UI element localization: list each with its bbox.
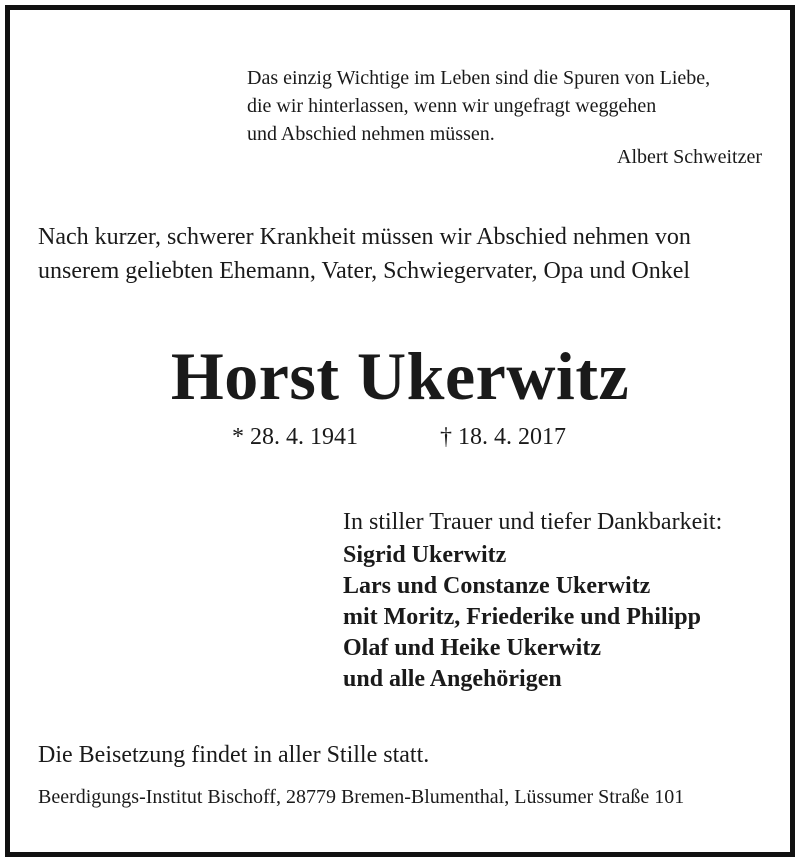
mourner-name: mit Moritz, Friederike und Philipp — [343, 604, 701, 630]
quote-line: Das einzig Wichtige im Leben sind die Spuren von Liebe, — [247, 67, 711, 89]
deceased-name: Horst Ukerwitz — [170, 338, 630, 414]
quote-line: und Abschied nehmen müssen. — [247, 123, 495, 145]
death-date: † 18. 4. 2017 — [440, 424, 566, 450]
intro-line: unserem geliebten Ehemann, Vater, Schwiegervater, Opa und Onkel — [38, 258, 691, 284]
mourner-name: Olaf und Heike Ukerwitz — [343, 635, 601, 661]
quote-line: die wir hinterlassen, wenn wir ungefragt weggehen — [247, 95, 657, 117]
mourner-name: Sigrid Ukerwitz — [343, 542, 507, 568]
birth-date: * 28. 4. 1941 — [232, 424, 358, 450]
funeral-institute: Beerdigungs-Institut Bischoff, 28779 Bremen-Blumenthal, Lüssumer Straße 101 — [38, 786, 685, 808]
mourning-intro: In stiller Trauer und tiefer Dankbarkeit: — [343, 509, 723, 535]
mourner-name: Lars und Constanze Ukerwitz — [343, 573, 651, 599]
intro-line: Nach kurzer, schwerer Krankheit müssen wir Abschied nehmen von — [38, 224, 691, 250]
mourner-name: und alle Angehörigen — [343, 666, 562, 692]
quote-author: Albert Schweitzer — [617, 146, 762, 168]
obituary-notice — [5, 5, 795, 857]
intro-text — [38, 220, 691, 288]
quote — [247, 64, 710, 148]
mourners-list — [343, 540, 701, 695]
burial-note: Die Beisetzung findet in aller Stille statt. — [38, 742, 430, 768]
